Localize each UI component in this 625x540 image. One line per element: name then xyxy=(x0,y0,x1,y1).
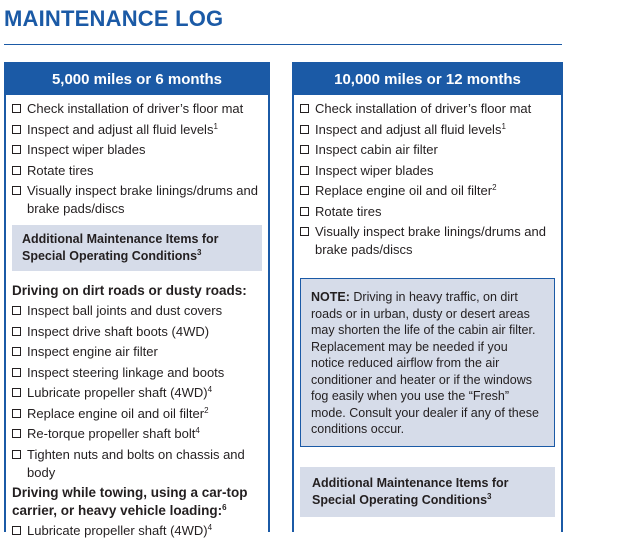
checkbox[interactable] xyxy=(300,227,309,236)
note-text: Driving in heavy traffic, on dirt roads or in urban, dusty or desert areas may shorten the life of the cabin air filter. Replacement may be needed if you notice reduced airflow from the air conditioner and heater or if the windows fog easily when you use the “Fresh” mode. Consult your dealer if any of these conditions occur. xyxy=(311,290,539,436)
footnote-marker: 2 xyxy=(492,183,497,192)
footnote-marker: 1 xyxy=(213,121,218,131)
checklist-item-label: Tighten nuts and bolts on chassis and body xyxy=(27,446,245,480)
checklist-item xyxy=(12,141,268,159)
checkbox[interactable] xyxy=(12,125,21,134)
column-header: 5,000 miles or 6 months xyxy=(6,64,268,95)
checklist-item xyxy=(12,182,268,218)
checklist xyxy=(294,100,561,259)
checklist-item xyxy=(300,141,561,159)
checklist-item-label: Inspect and adjust all fluid levels$^1$ xyxy=(315,121,506,137)
checkbox[interactable] xyxy=(12,526,21,535)
checklist-item xyxy=(12,522,268,540)
checklist-item-label: Re-torque propeller shaft bolt$^4$ xyxy=(27,426,200,441)
checklist-item xyxy=(12,162,268,180)
note-box xyxy=(300,278,555,447)
checklist-item xyxy=(12,121,268,139)
checklist-item xyxy=(300,100,561,118)
checkbox[interactable] xyxy=(12,327,21,336)
checkbox[interactable] xyxy=(300,186,309,195)
checklist-item-label: Visually inspect brake linings/drums and brake pads/discs xyxy=(315,224,546,257)
footnote-marker: 4 xyxy=(195,426,200,435)
page-title: MAINTENANCE LOG xyxy=(4,6,224,31)
column-5000-miles xyxy=(4,62,270,538)
checkbox[interactable] xyxy=(300,145,309,154)
additional-items-title: Additional Maintenance Items for Special Operating Conditions xyxy=(312,475,509,507)
checklist-item xyxy=(300,223,561,259)
checkbox[interactable] xyxy=(12,450,21,459)
footnote-marker: 2 xyxy=(204,405,209,415)
checklist-item-label: Inspect drive shaft boots (4WD) xyxy=(27,323,210,339)
checklist-item xyxy=(300,121,561,139)
additional-items-title: Additional Maintenance Items for Special Operating Conditions xyxy=(22,232,219,263)
checkbox[interactable] xyxy=(12,145,21,154)
checklist-item-label: Lubricate propeller shaft $(4WD)^4$ xyxy=(27,523,213,538)
footnote-marker: 3 xyxy=(197,248,202,257)
checkbox[interactable] xyxy=(300,125,309,134)
checklist-item xyxy=(12,343,268,361)
checklist-item xyxy=(12,425,268,443)
checkbox[interactable] xyxy=(12,306,21,315)
footnote-marker: 6 xyxy=(222,503,227,512)
checklist-item-label: Visually inspect brake linings/drums and brake pads/discs xyxy=(27,183,258,216)
checklist-item-label: Check installation of driver’s floor mat xyxy=(27,101,244,116)
checklist-item-label: Inspect ball joints and dust covers xyxy=(27,303,223,318)
checklist-item xyxy=(12,302,268,320)
checkbox[interactable] xyxy=(12,347,21,356)
towing-heading-text: Driving while towing, using a car-top carrier, or heavy vehicle loading: xyxy=(12,485,248,518)
checklist-item xyxy=(300,162,561,180)
checklist-item-label: Lubricate propeller shaft $(4WD)^4$ xyxy=(27,385,213,400)
footnote-marker: 3 xyxy=(487,491,492,501)
note-label: NOTE: xyxy=(311,290,350,304)
footnote-marker: 1 xyxy=(501,121,506,131)
checklist-item-label: Inspect and adjust all fluid levels$^1$ xyxy=(27,121,218,137)
checklist-item xyxy=(12,384,268,402)
checkbox[interactable] xyxy=(12,166,21,175)
checklist-item xyxy=(12,364,268,382)
checklist-item-label: Inspect cabin air filter xyxy=(315,142,438,157)
towing-heading xyxy=(12,484,262,520)
checkbox[interactable] xyxy=(300,104,309,113)
dirt-roads-heading: Driving on dirt roads or dusty roads: xyxy=(12,283,247,298)
checklist-item-label: Inspect engine air filter xyxy=(27,344,158,359)
column-header: 10,000 miles or 12 months xyxy=(294,64,561,95)
checklist-item xyxy=(12,323,268,341)
checklist-item-label: Check installation of driver’s floor mat xyxy=(315,101,532,116)
towing-checklist xyxy=(6,522,268,540)
checkbox[interactable] xyxy=(12,104,21,113)
checklist-item-label: Inspect wiper blades xyxy=(27,142,146,157)
checklist-item xyxy=(300,203,561,221)
footnote-marker: 4 xyxy=(207,385,213,394)
checkbox[interactable] xyxy=(300,166,309,175)
checklist-item xyxy=(300,182,561,200)
checklist xyxy=(6,100,268,218)
title-divider xyxy=(4,44,562,45)
additional-items-box xyxy=(12,225,262,271)
checklist-item xyxy=(12,446,268,482)
checklist-item-label: Inspect wiper blades xyxy=(315,162,434,178)
column-10000-miles xyxy=(292,62,563,532)
checklist-item-label: Replace engine oil and oil filter$^2$ xyxy=(315,183,497,198)
checklist-item-label: Replace engine oil and oil filter$^2$ xyxy=(27,405,209,421)
dirt-roads-checklist xyxy=(6,302,268,482)
checkbox[interactable] xyxy=(300,207,309,216)
checklist-item-label: Rotate tires xyxy=(27,162,94,178)
checkbox[interactable] xyxy=(12,429,21,438)
checkbox[interactable] xyxy=(12,368,21,377)
checklist-item xyxy=(12,100,268,118)
checkbox[interactable] xyxy=(12,186,21,195)
checkbox[interactable] xyxy=(12,409,21,418)
checklist-item-label: Inspect steering linkage and boots xyxy=(27,364,225,380)
checklist-item xyxy=(12,405,268,423)
additional-items-box xyxy=(300,467,555,517)
checkbox[interactable] xyxy=(12,388,21,397)
footnote-marker: 4 xyxy=(207,523,213,532)
checklist-item-label: Rotate tires xyxy=(315,203,382,219)
